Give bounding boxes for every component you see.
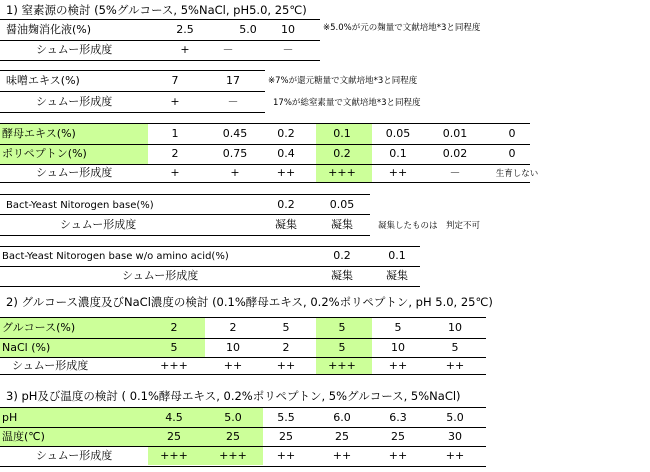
- yp-shimu-1: +: [170, 166, 180, 179]
- temp-label: 温度(℃): [2, 430, 45, 443]
- s2-shimu-3: ++: [276, 359, 296, 372]
- nacl-label: NaCl (%): [2, 341, 51, 354]
- ph-value-3: 5.5: [277, 411, 295, 424]
- nacl-value-6: 5: [451, 341, 459, 354]
- nacl-value-2: 10: [226, 341, 240, 354]
- bact-shimu-1: 凝集: [275, 218, 297, 231]
- soy-shimu-1: +: [180, 43, 190, 56]
- miso-note-2: 17%が総窒素量で文献培地*3と同程度: [273, 98, 421, 108]
- poly-value-2: 0.75: [222, 147, 248, 160]
- yeast-value-3: 0.2: [277, 127, 295, 140]
- s3-shimu-label: シュムー形成度: [36, 449, 113, 462]
- soy-value-2: 5.0: [239, 23, 257, 36]
- miso-value-2: 17: [226, 74, 240, 87]
- yp-shimu-2: +: [230, 166, 240, 179]
- temp-value-5: 25: [391, 430, 405, 443]
- glucose-label: グルコース(%): [2, 321, 76, 334]
- bact2-value-1: 0.2: [333, 249, 351, 262]
- poly-label: ポリペプトン(%): [2, 147, 87, 160]
- temp-value-2: 25: [226, 430, 240, 443]
- yp-shimu-5: ++: [388, 166, 408, 179]
- temp-value-1: 25: [167, 430, 181, 443]
- s2-shimu-1: +++: [160, 359, 188, 372]
- yeast-label: 酵母エキス(%): [2, 127, 76, 140]
- bact2-shimu-label: シュムー形成度: [122, 269, 199, 282]
- poly-value-5: 0.1: [389, 147, 407, 160]
- yeast-value-4: 0.1: [333, 127, 351, 140]
- miso-note-1: ※7%が還元糖量で文献培地*3と同程度: [268, 76, 418, 86]
- s3-shimu-5: ++: [388, 449, 408, 462]
- s2-shimu-2: ++: [223, 359, 243, 372]
- yp-shimu-label: シュムー形成度: [36, 166, 113, 179]
- yeast-value-1: 1: [171, 127, 179, 140]
- bact-label: Bact-Yeast Nitorogen base(%): [6, 200, 154, 211]
- soy-shimu-2: －: [222, 43, 234, 56]
- bact-shimu-label: シュムー形成度: [60, 218, 137, 231]
- s3-shimu-1: +++: [160, 449, 188, 462]
- ph-value-2: 5.0: [224, 411, 242, 424]
- bact-shimu-2: 凝集: [331, 218, 353, 231]
- soy-label: 醤油麹消化液(%): [6, 23, 92, 36]
- bact-value-1: 0.2: [277, 198, 295, 211]
- miso-shimu-label: シュムー形成度: [36, 95, 113, 108]
- poly-value-3: 0.4: [277, 147, 295, 160]
- s3-shimu-2: +++: [219, 449, 247, 462]
- miso-shimu-2: －: [227, 95, 239, 108]
- ph-value-1: 4.5: [165, 411, 183, 424]
- yp-shimu-7: 生育しない: [495, 169, 539, 179]
- bact2-label: Bact-Yeast Nitorogen base w/o amino acid(%): [2, 251, 229, 262]
- s2-shimu-5: ++: [388, 359, 408, 372]
- nacl-value-1: 5: [170, 341, 178, 354]
- glucose-value-1: 2: [170, 321, 178, 334]
- nacl-value-3: 2: [282, 341, 290, 354]
- section1-title: 1) 窒素源の検討 (5%グルコース, 5%NaCl, pH5.0, 25℃): [6, 3, 307, 17]
- glucose-value-3: 5: [282, 321, 290, 334]
- soy-value-3: 10: [281, 23, 295, 36]
- ph-value-6: 5.0: [446, 411, 464, 424]
- bact2-value-2: 0.1: [388, 249, 406, 262]
- temp-value-4: 25: [335, 430, 349, 443]
- yeast-value-7: 0: [508, 127, 516, 140]
- ph-label: pH: [2, 411, 18, 424]
- nacl-value-5: 10: [391, 341, 405, 354]
- bact-note: 凝集したものは 判定不可: [378, 221, 481, 231]
- bact2-shimu-1: 凝集: [331, 269, 353, 282]
- glucose-value-6: 10: [448, 321, 462, 334]
- s3-shimu-4: ++: [332, 449, 352, 462]
- ph-value-4: 6.0: [333, 411, 351, 424]
- s3-shimu-6: ++: [445, 449, 465, 462]
- yeast-value-2: 0.45: [222, 127, 248, 140]
- section3-title: 3) pH及び温度の検討 ( 0.1%酵母エキス, 0.2%ポリペプトン, 5%グルコース, 5%NaCl): [6, 389, 461, 403]
- yeast-value-6: 0.01: [442, 127, 468, 140]
- section2-title: 2) グルコース濃度及びNaCl濃度の検討 (0.1%酵母エキス, 0.2%ポリペプトン, pH 5.0, 25℃): [6, 295, 493, 309]
- bact2-shimu-2: 凝集: [386, 269, 408, 282]
- poly-value-1: 2: [171, 147, 179, 160]
- miso-label: 味噌エキス(%): [6, 74, 80, 87]
- miso-shimu-1: +: [170, 95, 180, 108]
- soy-value-1: 2.5: [176, 23, 194, 36]
- glucose-value-5: 5: [394, 321, 402, 334]
- poly-value-4: 0.2: [333, 147, 351, 160]
- nacl-value-4: 5: [338, 341, 346, 354]
- bact-value-2: 0.05: [329, 198, 355, 211]
- soy-note: ※5.0%が元の麹量で文献培地*3と同程度: [323, 23, 481, 33]
- temp-value-3: 25: [279, 430, 293, 443]
- yp-shimu-3: ++: [276, 166, 296, 179]
- yp-shimu-4: +++: [328, 166, 356, 179]
- soy-shimu-label: シュムー形成度: [36, 43, 113, 56]
- yp-shimu-6: －: [449, 166, 461, 179]
- glucose-value-2: 2: [229, 321, 237, 334]
- glucose-value-4: 5: [338, 321, 346, 334]
- soy-shimu-3: －: [282, 43, 294, 56]
- s2-shimu-6: ++: [445, 359, 465, 372]
- s2-shimu-label: シュムー形成度: [12, 359, 89, 372]
- temp-value-6: 30: [448, 430, 462, 443]
- poly-value-6: 0.02: [442, 147, 468, 160]
- ph-value-5: 6.3: [389, 411, 407, 424]
- poly-value-7: 0: [508, 147, 516, 160]
- s3-shimu-3: ++: [276, 449, 296, 462]
- s2-shimu-4: +++: [328, 359, 356, 372]
- miso-value-1: 7: [171, 74, 179, 87]
- yeast-value-5: 0.05: [385, 127, 411, 140]
